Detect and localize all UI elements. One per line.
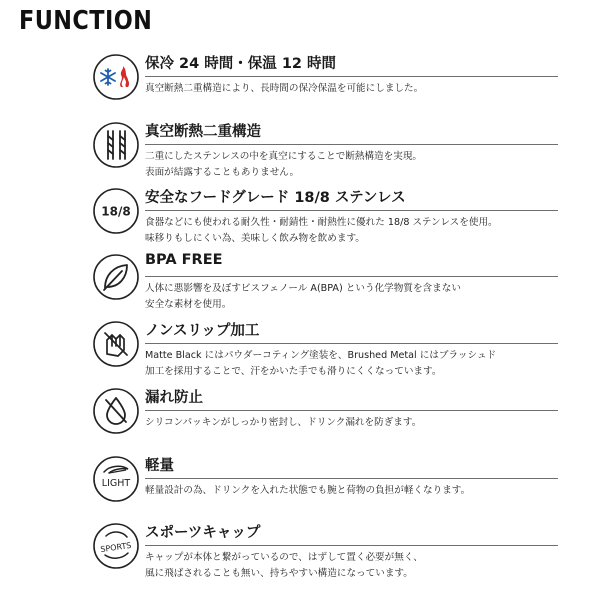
light-feather-icon (92, 455, 140, 503)
divider (145, 144, 558, 145)
feature-title: 安全なフードグレード 18/8 ステンレス (145, 190, 406, 206)
feature-title: 軽量 (145, 458, 174, 474)
divider (145, 410, 558, 411)
feature-no-leak (0, 387, 600, 453)
non-slip-hand-icon (92, 320, 140, 368)
feature-description: 食器などにも使われる耐久性・耐錆性・耐熱性に優れた 18/8 ステンレスを使用。 味移りもしにくい為、美味しく飲み物を飲めます。 (145, 217, 498, 244)
divider (145, 545, 558, 546)
feature-description: 真空断熱二重構造により、長時間の保冷保温を可能にしました。 (145, 83, 424, 94)
feature-bpa-free (0, 253, 600, 319)
feature-non-slip (0, 320, 600, 386)
double-wall-icon (92, 121, 140, 169)
feature-title: スポーツキャップ (145, 525, 261, 541)
feature-description: Matte Black にはパウダーコティング塗装を、Brushed Metal にはブラッシュド 加工を採用することで、汗をかいた手でも滑りにくくなっています。 (145, 350, 497, 377)
leaf-icon (92, 253, 140, 301)
feature-double-wall (0, 121, 600, 187)
svg-text:LIGHT: LIGHT (101, 478, 131, 489)
divider (145, 343, 558, 344)
divider (145, 210, 558, 211)
sports-cap-icon (92, 522, 140, 570)
divider (145, 276, 558, 277)
feature-description: 人体に悪影響を及ぼすビスフェノール A(BPA) という化学物質を含まない 安全な素材を使用。 (145, 283, 461, 310)
feature-stainless (0, 187, 600, 253)
feature-title: 漏れ防止 (145, 390, 203, 406)
divider (145, 76, 558, 77)
feature-title: BPA FREE (145, 252, 223, 268)
feature-description: キャップが本体と繋がっているので、はずして置く必要が無く、 風に飛ばされることも無い、持ちやすい構造になっています。 (145, 552, 423, 579)
feature-sports-cap (0, 522, 600, 588)
feature-description: シリコンパッキンがしっかり密封し、ドリンク漏れを防ぎます。 (145, 417, 422, 428)
feature-description: 軽量設計の為、ドリンクを入れた状態でも腕と荷物の負担が軽くなります。 (145, 485, 471, 496)
divider (145, 478, 558, 479)
no-leak-drop-icon (92, 387, 140, 435)
svg-text:18/8: 18/8 (101, 204, 131, 219)
feature-lightweight (0, 455, 600, 521)
feature-cold-hot (0, 53, 600, 119)
temperature-snowflake-flame-icon (92, 53, 140, 101)
feature-description: 二重にしたステンレスの中を真空にすることで断熱構造を実現。 表面が結露することもありません。 (145, 151, 423, 178)
svg-text:SPORTS: SPORTS (99, 540, 132, 555)
feature-title: 保冷 24 時間・保温 12 時間 (145, 56, 337, 72)
feature-title: ノンスリップ加工 (145, 323, 260, 339)
stainless-18-8-icon (92, 187, 140, 235)
page-title: FUNCTION (19, 6, 153, 36)
feature-title: 真空断熱二重構造 (145, 124, 261, 140)
